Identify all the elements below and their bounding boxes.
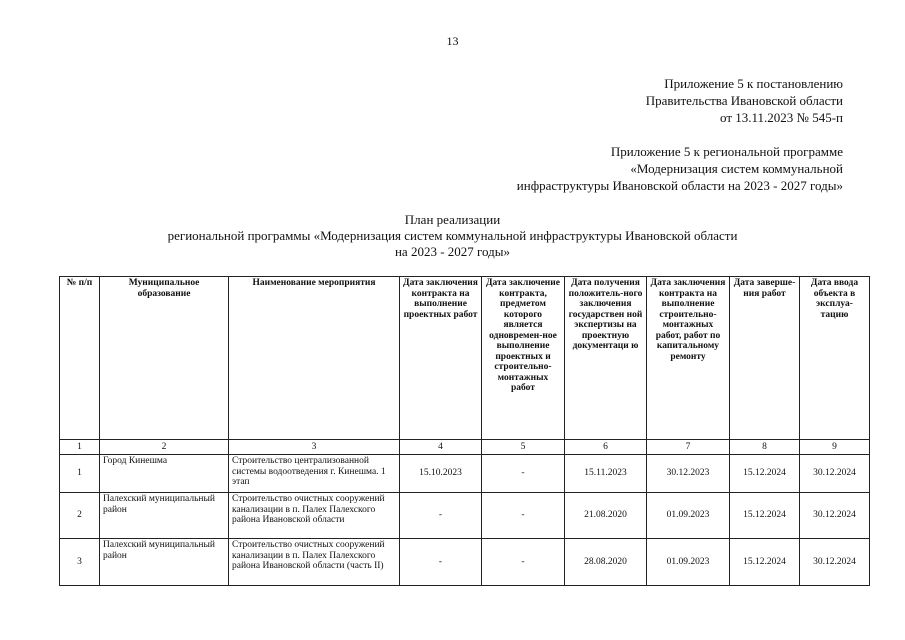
row-number: 3 xyxy=(60,539,100,586)
header-cell-municipality: Муниципальное образование xyxy=(100,277,229,440)
design-contract-cell: 15.10.2023 xyxy=(400,455,482,493)
title-line: на 2023 - 2027 годы» xyxy=(394,244,511,259)
completion-cell: 15.12.2024 xyxy=(730,455,800,493)
appendix-resolution-line: Приложение 5 к постановлению xyxy=(664,76,843,91)
appendix-program-line: «Модернизация систем коммунальной xyxy=(630,161,843,176)
header-cell-expertise: Дата получения положитель-ного заключения государствен ной экспертизы на проектную документаци ю xyxy=(565,277,647,440)
expertise-cell: 15.11.2023 xyxy=(565,455,647,493)
combined-contract-cell: - xyxy=(482,455,565,493)
header-cell-number: № п/п xyxy=(60,277,100,440)
event-cell: Строительство централизованной системы водоотведения г. Кинешма. 1 этап xyxy=(229,455,400,493)
appendix-resolution-line: от 13.11.2023 № 545-п xyxy=(720,110,843,125)
column-number: 9 xyxy=(800,440,870,455)
column-number: 8 xyxy=(730,440,800,455)
page-number: 13 xyxy=(446,34,459,48)
header-cell-completion: Дата заверше-ния работ xyxy=(730,277,800,440)
table-header-row xyxy=(60,277,870,440)
column-number: 4 xyxy=(400,440,482,455)
appendix-resolution-line: Правительства Ивановской области xyxy=(645,93,843,108)
column-number: 3 xyxy=(229,440,400,455)
title-line: региональной программы «Модернизация систем коммунальной инфраструктуры Ивановской области xyxy=(167,228,738,243)
document-title xyxy=(0,212,905,260)
combined-contract-cell: - xyxy=(482,539,565,586)
appendix-program xyxy=(517,143,843,194)
appendix-resolution xyxy=(646,75,843,126)
construction-contract-cell: 01.09.2023 xyxy=(647,493,730,539)
design-contract-cell: - xyxy=(400,493,482,539)
construction-contract-cell: 01.09.2023 xyxy=(647,539,730,586)
column-number: 5 xyxy=(482,440,565,455)
header-cell-commissioning: Дата ввода объекта в эксплуа-тацию xyxy=(800,277,870,440)
column-number: 7 xyxy=(647,440,730,455)
expertise-cell: 21.08.2020 xyxy=(565,493,647,539)
column-number: 1 xyxy=(60,440,100,455)
appendix-program-line: инфраструктуры Ивановской области на 2023 - 2027 годы» xyxy=(516,178,843,193)
commissioning-cell: 30.12.2024 xyxy=(800,539,870,586)
municipality-cell: Палехский муниципальный район xyxy=(100,539,229,586)
event-cell: Строительство очистных сооружений канализации в п. Палех Палехского района Ивановской области xyxy=(229,493,400,539)
combined-contract-cell: - xyxy=(482,493,565,539)
commissioning-cell: 30.12.2024 xyxy=(800,493,870,539)
row-number: 2 xyxy=(60,493,100,539)
event-cell: Строительство очистных сооружений канализации в п. Палех Палехского района Ивановской области (часть II) xyxy=(229,539,400,586)
implementation-plan-table xyxy=(59,276,870,586)
header-cell-construction-contract: Дата заключения контракта на выполнение строительно-монтажных работ, работ по капитальному ремонту xyxy=(647,277,730,440)
construction-contract-cell: 30.12.2023 xyxy=(647,455,730,493)
table-row xyxy=(60,455,870,493)
row-number: 1 xyxy=(60,455,100,493)
municipality-cell: Город Кинешма xyxy=(100,455,229,493)
completion-cell: 15.12.2024 xyxy=(730,539,800,586)
column-number: 2 xyxy=(100,440,229,455)
header-cell-event: Наименование мероприятия xyxy=(229,277,400,440)
title-line: План реализации xyxy=(404,212,501,227)
column-number: 6 xyxy=(565,440,647,455)
column-number-row xyxy=(60,440,870,455)
expertise-cell: 28.08.2020 xyxy=(565,539,647,586)
header-cell-design-contract: Дата заключения контракта на выполнение проектных работ xyxy=(400,277,482,440)
completion-cell: 15.12.2024 xyxy=(730,493,800,539)
commissioning-cell: 30.12.2024 xyxy=(800,455,870,493)
table-row xyxy=(60,539,870,586)
header-cell-combined-contract: Дата заключение контракта, предметом которого является одновремен-ное выполнение проектных и строительно-монтажных работ xyxy=(482,277,565,440)
appendix-program-line: Приложение 5 к региональной программе xyxy=(610,144,843,159)
design-contract-cell: - xyxy=(400,539,482,586)
municipality-cell: Палехский муниципальный район xyxy=(100,493,229,539)
table-row xyxy=(60,493,870,539)
